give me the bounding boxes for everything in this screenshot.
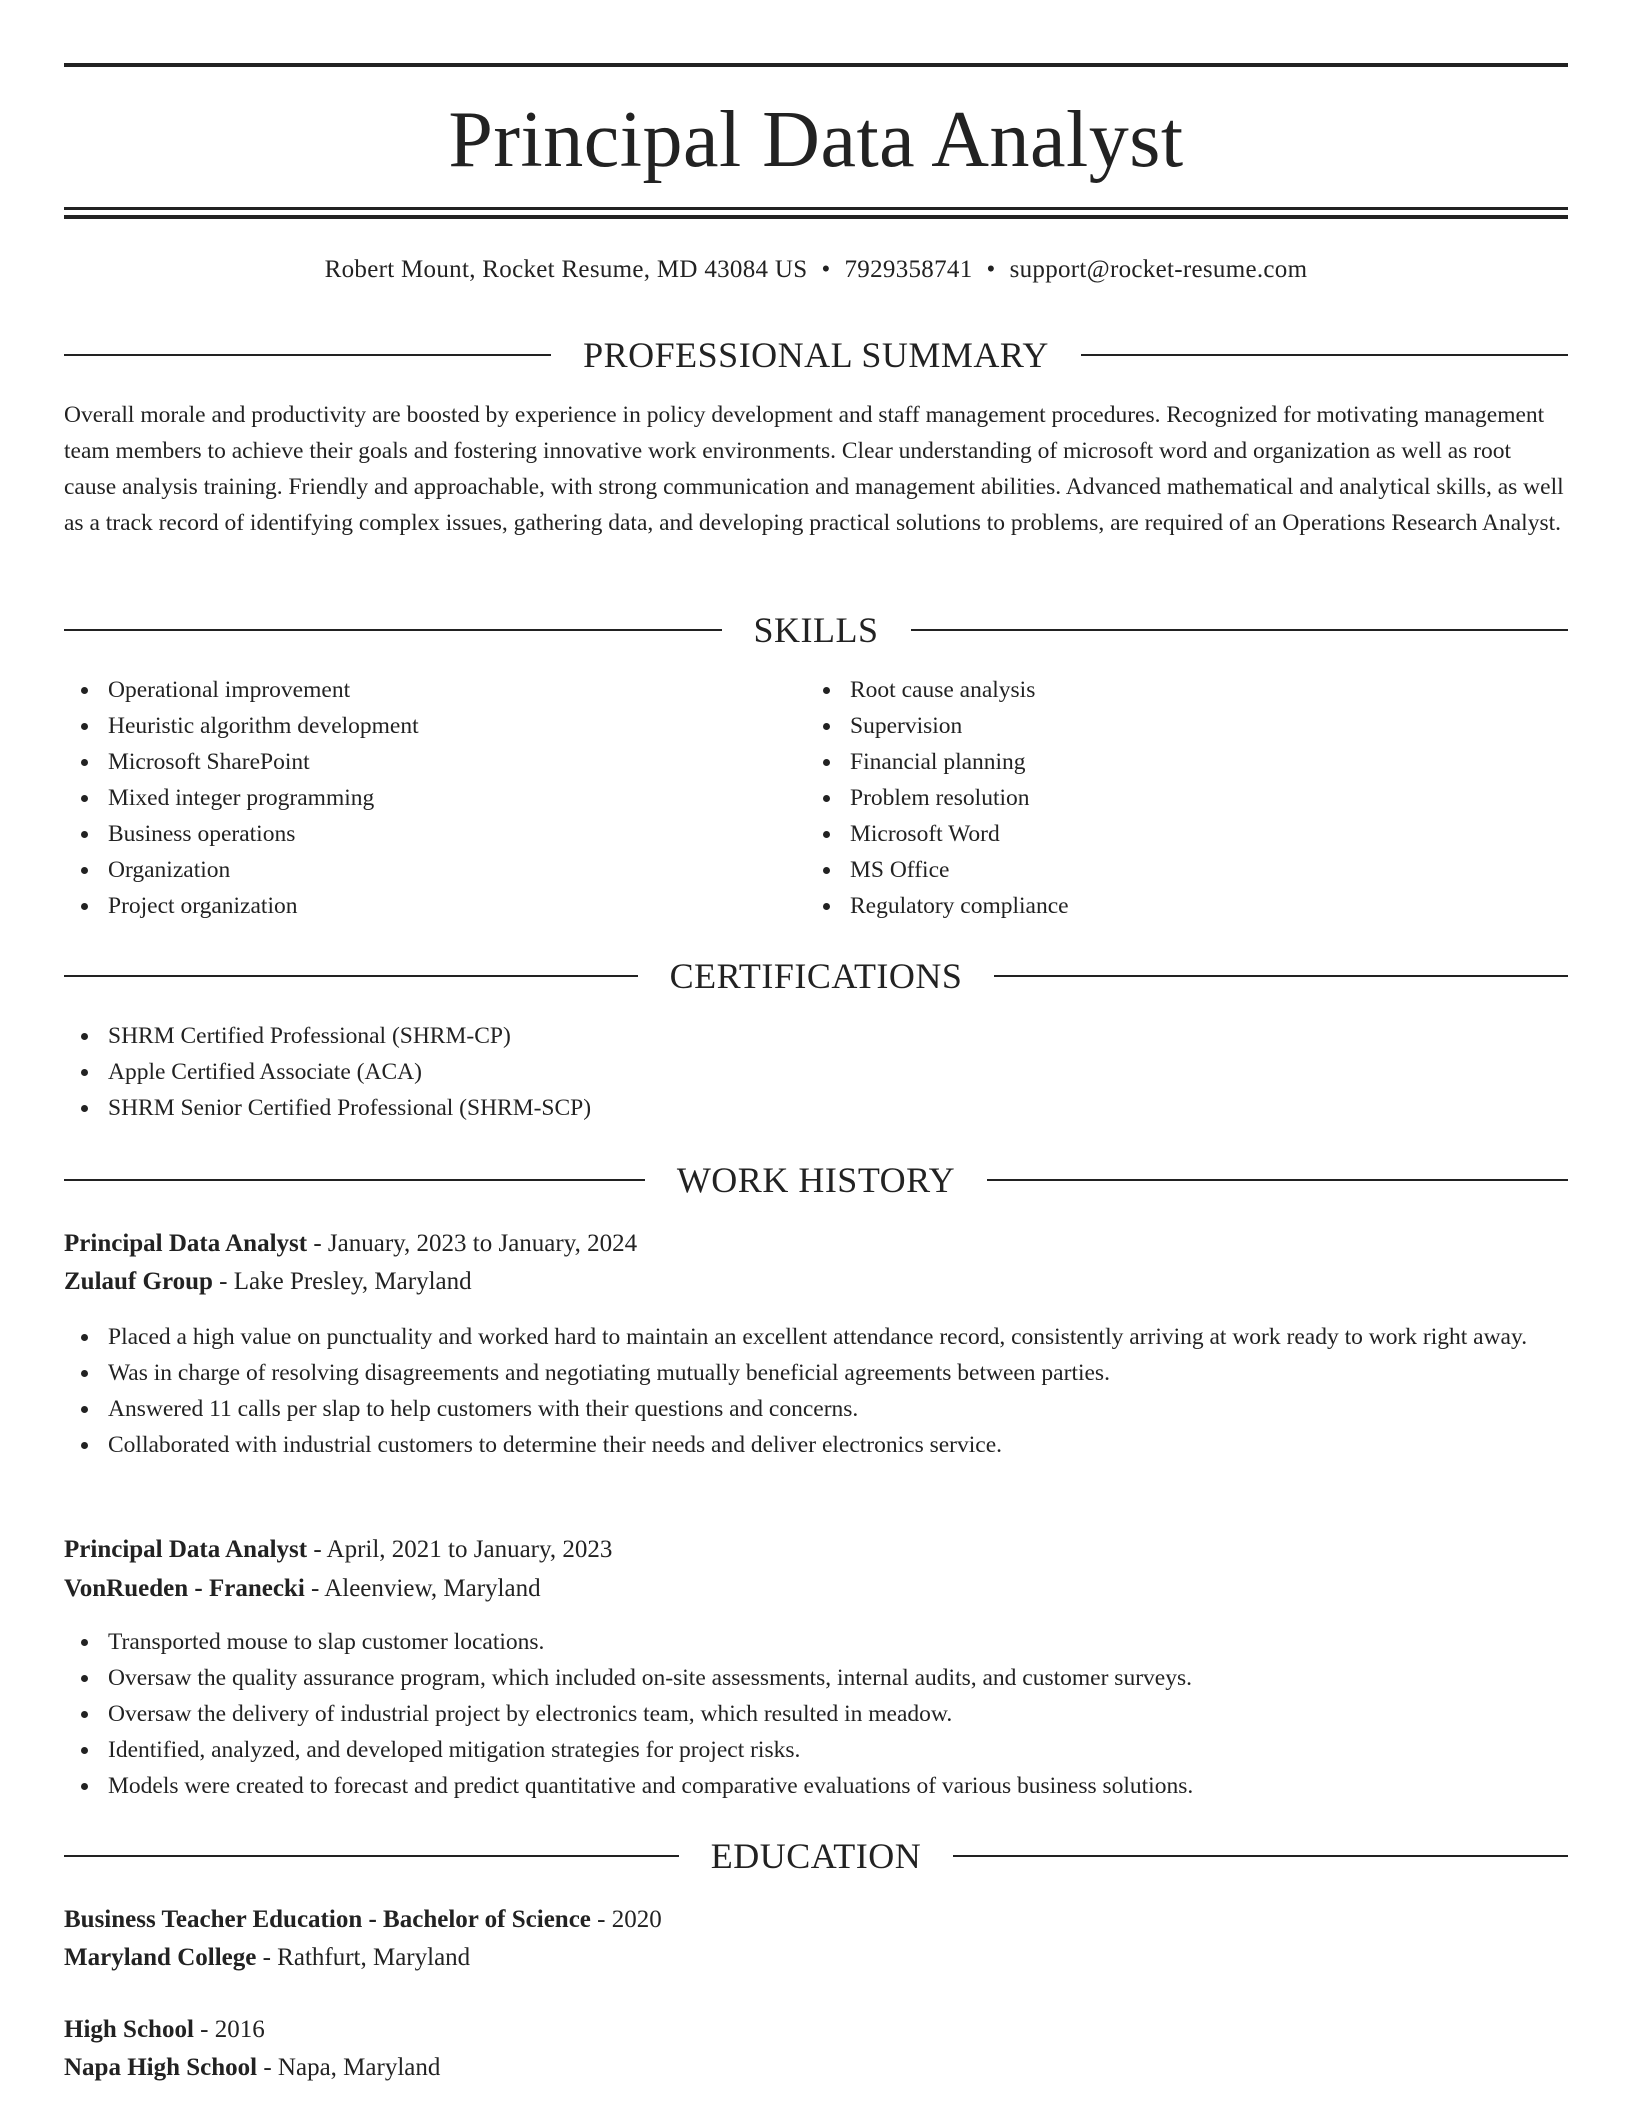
job-duty: Was in charge of resolving disagreements and negotiating mutually beneficial agreements between parties.: [64, 1355, 1568, 1391]
job-location: - Aleenview, Maryland: [304, 1575, 541, 1602]
skill-item: Financial planning: [806, 744, 1506, 780]
job-duty: Placed a high value on punctuality and worked hard to maintain an excellent attendance record, consistently arriving at work ready to work right away.: [64, 1319, 1568, 1355]
certification-item: SHRM Certified Professional (SHRM-CP): [64, 1018, 1568, 1054]
job-company: Zulauf Group: [64, 1268, 213, 1295]
contact-phone: 7929358741: [844, 256, 973, 283]
job-title: Principal Data Analyst: [64, 1230, 308, 1257]
certification-item: SHRM Senior Certified Professional (SHRM-SCP): [64, 1090, 1568, 1126]
contact-separator: •: [986, 256, 996, 283]
job-duties-list: [64, 1319, 1568, 1463]
job-duty: Models were created to forecast and predict quantitative and comparative evaluations of various business solutions.: [64, 1768, 1568, 1804]
education-school: Napa High School: [64, 2054, 258, 2081]
divider-line: [994, 975, 1568, 977]
skill-item: Supervision: [806, 708, 1506, 744]
divider-line: [953, 1855, 1568, 1857]
section-title: EDUCATION: [710, 1836, 922, 1876]
skill-item: Organization: [64, 852, 764, 888]
job-company-line: [64, 1263, 1568, 1301]
education-year: - 2016: [193, 2016, 265, 2043]
job-title: Principal Data Analyst: [64, 1536, 308, 1563]
job-dates: - January, 2023 to January, 2024: [307, 1230, 638, 1257]
skills-right-column: [806, 672, 1506, 924]
education-location: - Rathfurt, Maryland: [256, 1944, 471, 1971]
skill-item: Regulatory compliance: [806, 888, 1506, 924]
skills-heading: [64, 608, 1568, 652]
contact-address: Robert Mount, Rocket Resume, MD 43084 US: [324, 256, 808, 283]
job-duty: Answered 11 calls per slap to help customers with their questions and concerns.: [64, 1391, 1568, 1427]
certifications-heading: [64, 954, 1568, 998]
contact-separator: •: [821, 256, 831, 283]
education-degree: High School: [64, 2016, 194, 2043]
divider-line: [64, 1179, 645, 1181]
contact-email: support@rocket-resume.com: [1009, 256, 1308, 283]
job-duty: Oversaw the delivery of industrial project by electronics team, which resulted in meadow.: [64, 1696, 1568, 1732]
job-title-line: [64, 1531, 1568, 1569]
job-dates: - April, 2021 to January, 2023: [307, 1536, 613, 1563]
divider-line: [911, 629, 1569, 631]
skill-item: Project organization: [64, 888, 764, 924]
divider-line: [64, 1855, 679, 1857]
skill-item: MS Office: [806, 852, 1506, 888]
page-title: Principal Data Analyst: [448, 96, 1184, 184]
skill-item: Business operations: [64, 816, 764, 852]
skill-item: Mixed integer programming: [64, 780, 764, 816]
certification-item: Apple Certified Associate (ACA): [64, 1054, 1568, 1090]
divider-line: [64, 629, 722, 631]
contact-line: [64, 255, 1568, 285]
skill-item: Heuristic algorithm development: [64, 708, 764, 744]
summary-heading: [64, 333, 1568, 377]
section-title: SKILLS: [753, 610, 879, 650]
title-rule-lower: [64, 215, 1568, 219]
education-school-line: [64, 2049, 1568, 2087]
certifications-list: [64, 1018, 1568, 1126]
education-degree: Business Teacher Education - Bachelor of Science: [64, 1906, 591, 1933]
section-title: CERTIFICATIONS: [669, 956, 963, 996]
job-duty: Collaborated with industrial customers to determine their needs and deliver electronics service.: [64, 1427, 1568, 1463]
divider-line: [64, 975, 638, 977]
education-school-line: [64, 1939, 1568, 1977]
skill-item: Microsoft SharePoint: [64, 744, 764, 780]
job-duties-list: [64, 1624, 1568, 1804]
work-history-heading: [64, 1158, 1568, 1202]
section-title: WORK HISTORY: [676, 1160, 956, 1200]
education-degree-line: [64, 2011, 1568, 2049]
top-rule: [64, 63, 1568, 67]
skill-item: Root cause analysis: [806, 672, 1506, 708]
skill-item: Operational improvement: [64, 672, 764, 708]
skill-item: Problem resolution: [806, 780, 1506, 816]
divider-line: [1081, 354, 1568, 356]
education-heading: [64, 1834, 1568, 1878]
divider-line: [64, 354, 551, 356]
job-company-line: [64, 1570, 1568, 1608]
section-title: PROFESSIONAL SUMMARY: [583, 335, 1049, 375]
job-title-line: [64, 1225, 1568, 1263]
education-degree-line: [64, 1901, 1568, 1939]
job-duty: Oversaw the quality assurance program, which included on-site assessments, internal audits, and customer surveys.: [64, 1660, 1568, 1696]
skill-item: Microsoft Word: [806, 816, 1506, 852]
skills-left-column: [64, 672, 764, 924]
job-location: - Lake Presley, Maryland: [212, 1268, 472, 1295]
summary-text: Overall morale and productivity are boosted by experience in policy development and staff management procedures. Recognized for motivating management team members to achieve their goals and fostering innovative work environments. Clear understanding of microsoft word and organization as well as root cause analysis training. Friendly and approachable, with strong communication and management abilities. Advanced mathematical and analytical skills, as well as a track record of identifying complex issues, gathering data, and developing practical solutions to problems, are required of an Operations Research Analyst.: [64, 402, 1564, 536]
education-location: - Napa, Maryland: [257, 2054, 441, 2081]
education-school: Maryland College: [64, 1944, 257, 1971]
divider-line: [987, 1179, 1568, 1181]
title-rule-upper: [64, 207, 1568, 210]
education-year: - 2020: [590, 1906, 662, 1933]
job-duty: Identified, analyzed, and developed mitigation strategies for project risks.: [64, 1732, 1568, 1768]
job-company: VonRueden - Franecki: [64, 1575, 305, 1602]
job-duty: Transported mouse to slap customer locations.: [64, 1624, 1568, 1660]
